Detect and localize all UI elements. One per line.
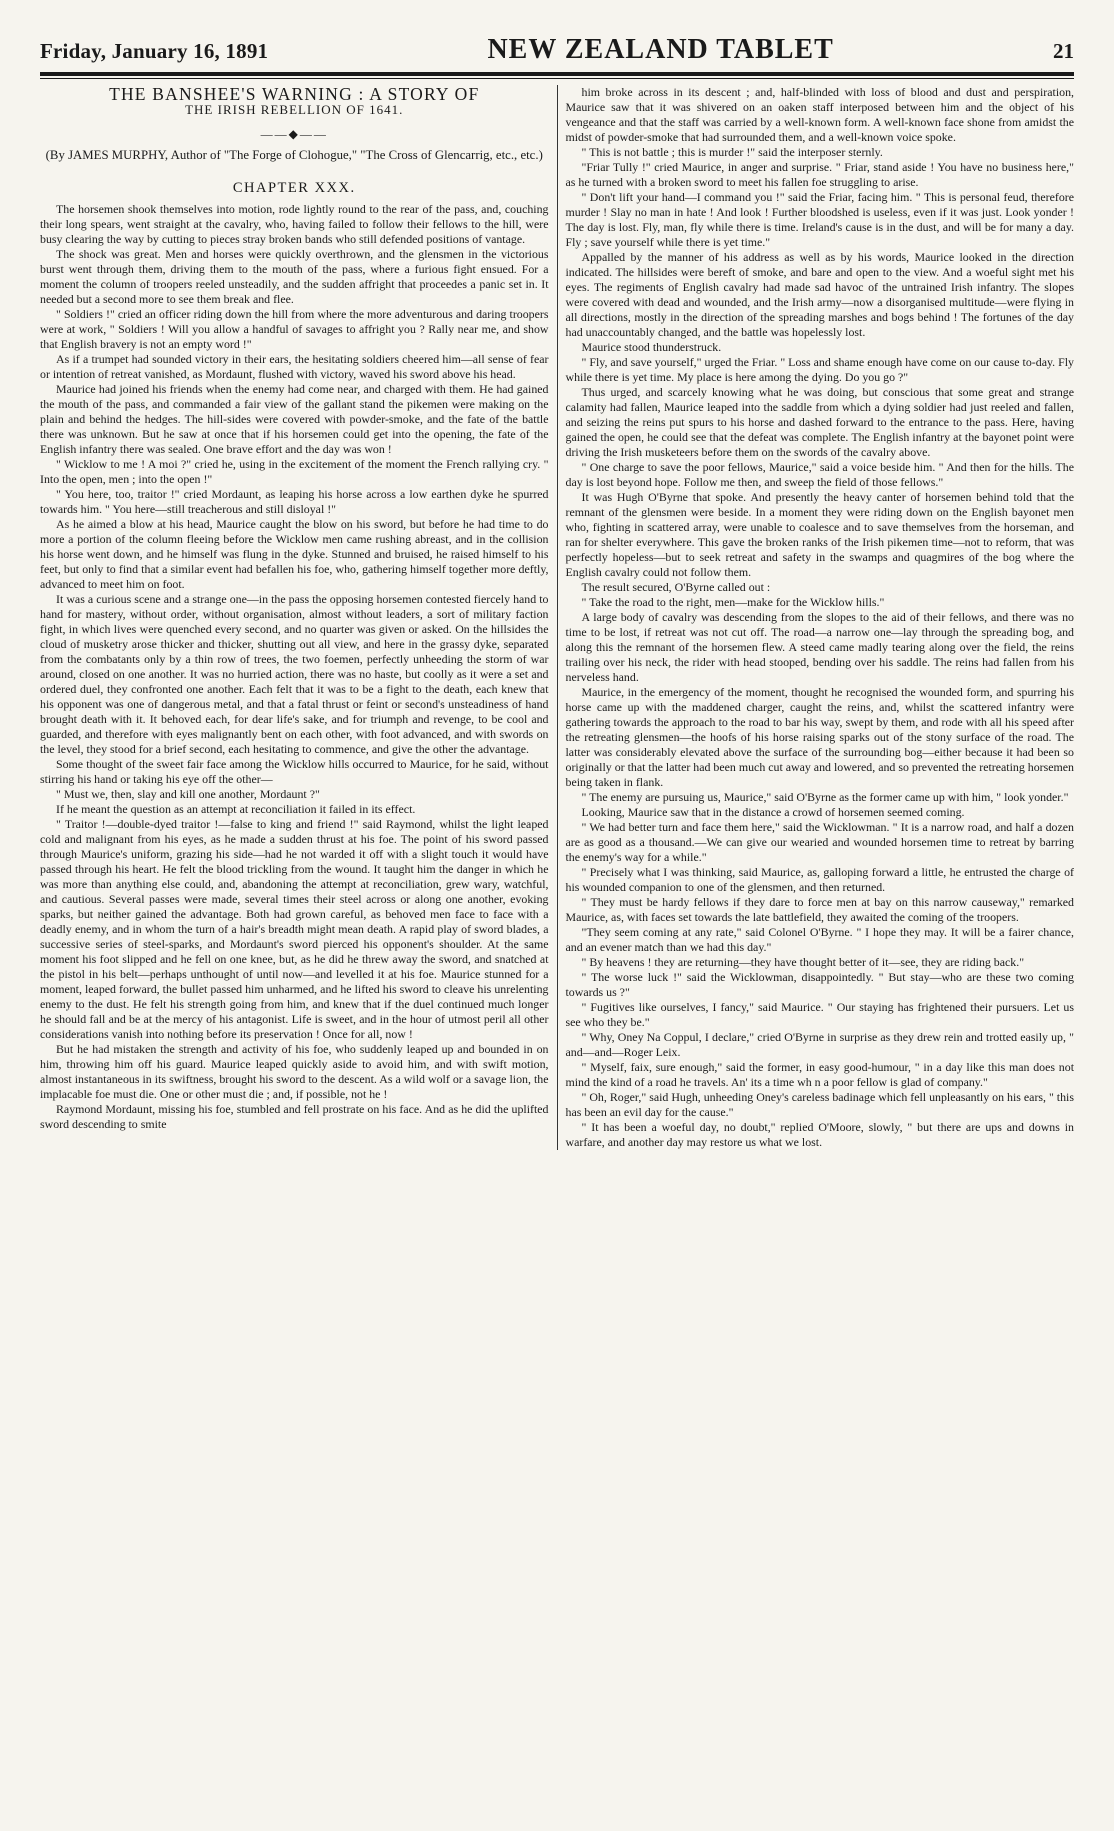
article-paragraph: " Wicklow to me ! A moi ?" cried he, using in the excitement of the moment the French rallying cry. " Into the open, men ; into the open !" [40, 457, 549, 486]
article-paragraph: " One charge to save the poor fellows, Maurice," said a voice beside him. " And then for the hills. The day is lost beyond hope. Follow me then, and sweep the field of those fellows." [565, 460, 1074, 489]
ornament-divider: ——◆—— [260, 127, 328, 141]
byline: (By JAMES MURPHY, Author of "The Forge of Clohogue," "The Cross of Glencarrig, etc., etc.) [45, 148, 543, 162]
article-paragraph: " We had better turn and face them here," said the Wicklowman. " It is a narrow road, and half a dozen are as good as a thousand.—We can give our wearied and wounded horsemen time to retreat by barring the enemy's way for a while." [565, 820, 1074, 864]
article-paragraph: " Why, Oney Na Coppul, I declare," cried O'Byrne in surprise as they drew rein and trotted easily up, " and—and—Roger Leix. [565, 1030, 1074, 1059]
article-paragraph: The result secured, O'Byrne called out : [581, 580, 771, 594]
article-paragraph: As if a trumpet had sounded victory in their ears, the hesitating soldiers cheered him—all sense of fear or intention of retreat vanished, as Mordaunt, flushed with victory, waved his sword above his head. [40, 352, 549, 381]
article-paragraph: Maurice, in the emergency of the moment, thought he recognised the wounded form, and spurring his horse came up with the maddened charger, caught the reins, and, whilst the scattered infantry were gathering towards the approach to the road to bar his way, swept by them, and rode with all his speed after the retreating glensmen—the hoofs of his horse raising sparks out of the stony surface of the road. The latter was considerably elevated above the surface of the surrounding bog—either because it had been so originally or that the latter had been much cut away and lowered, and so prevented the retreating horsemen being taken in flank. [565, 685, 1074, 789]
article-paragraph: " Don't lift your hand—I command you !" said the Friar, facing him. " This is personal feud, therefore murder ! Slay no man in hate ! And look ! Further bloodshed is useless, even if it was just. Look yonder ! The day is lost. Fly, man, fly while there is time. Ireland's cause is in the dust, and will be for many a day. Fly ; save yourself while there is yet time." [565, 190, 1074, 249]
article-paragraph: " You here, too, traitor !" cried Mordaunt, as leaping his horse across a low earthen dyke he spurred towards him. " You here—still treacherous and still disloyal !" [40, 487, 549, 516]
article-paragraph: " Soldiers !" cried an officer riding down the hill from where the more adventurous and daring troopers were at work, " Soldiers ! Will you allow a handful of savages to affright you ? Rally near me, and show that English bravery is not an empty word !" [40, 307, 549, 351]
article-paragraph: But he had mistaken the strength and activity of his foe, who suddenly leaped up and bounded in on him, throwing him off his guard. Maurice leaped quickly aside to avoid him, and with swift motion, almost instantaneous in its swiftness, brought his sword to the descent. As a wild wolf or a savage lion, the implacable foe must die. One or other must die ; and, if possible, not he ! [40, 1042, 549, 1101]
article-subtitle: THE IRISH REBELLION OF 1641. [185, 102, 404, 117]
right-column [558, 85, 1075, 1150]
article-paragraph: " Must we, then, slay and kill one another, Mordaunt ?" [56, 787, 320, 801]
article-paragraph: The shock was great. Men and horses were quickly overthrown, and the glensmen in the victorious burst went through them, driving them to the mouth of the pass, where a furious fight ensued. For a moment the column of troopers reeled unsteadily, and the sudden affright that proceedes a panic set in. It needed but a second more to see them break and flee. [40, 247, 549, 306]
article-paragraph: "They seem coming at any rate," said Colonel O'Byrne. " I hope they may. It will be a fairer chance, and an evener match than we had this day." [565, 925, 1074, 954]
article-paragraph: " This is not battle ; this is murder !" said the interposer sternly. [581, 145, 883, 159]
article-paragraph: " Oh, Roger," said Hugh, unheeding Oney's careless badinage which fell unpleasantly on his ears, " this has been an evil day for the cause." [565, 1090, 1074, 1119]
article-paragraph: Appalled by the manner of his address as well as by his words, Maurice looked in the direction indicated. The hillsides were bereft of smoke, and bare and open to the view. And a woeful sight met his eyes. The regiments of English cavalry had made sad havoc of the untrained Irish infantry. The slopes were covered with dead and wounded, and the Irish army—now a disorganised multitude—were flying in all directions, mostly in the direction of the spreading marshes and bogs behind ! The fortunes of the day had unaccountably changed, and the battle was hopelessly lost. [565, 250, 1074, 339]
article-title: THE BANSHEE'S WARNING : A STORY OF [109, 85, 480, 104]
article-paragraph: "Friar Tully !" cried Maurice, in anger and surprise. " Friar, stand aside ! You have no business here," as he turned with a broken sword to meet his fallen foe struggling to arise. [565, 160, 1074, 189]
article-paragraph: Thus urged, and scarcely knowing what he was doing, but conscious that some great and strange calamity had fallen, Maurice leaped into the saddle from which a dying soldier had just reeled and fallen, and seizing the reins put spurs to his horse and dashed forward to the entrance to the pass. Here, having gained the open, he could see that the defeat was complete. The English infantry at the bayonet point were driving the Irish musketeers before them on the swords of the cavalry above. [565, 385, 1074, 459]
article-paragraph: " They must be hardy fellows if they dare to force men at bay on this narrow causeway," remarked Maurice, as, with faces set towards the late battlefield, they awaited the coming of the troopers. [565, 895, 1074, 924]
article-paragraph: " Take the road to the right, men—make for the Wicklow hills." [581, 595, 885, 609]
article-paragraph: The horsemen shook themselves into motion, rode lightly round to the rear of the pass, and, couching their long spears, went straight at the cavalry, who, having failed to follow their fellows to the hill, were busy clearing the way by cutting to pieces stray broken bands who still defended positions of vantage. [40, 202, 549, 246]
article-paragraph: " The worse luck !" said the Wicklowman, disappointedly. " But stay—who are these two coming towards us ?" [565, 970, 1074, 999]
left-column [40, 85, 558, 1150]
article-paragraph: " By heavens ! they are returning—they have thought better of it—see, they are riding back." [581, 955, 1025, 969]
masthead-rule-thick [40, 72, 1074, 76]
left-column-body [40, 202, 549, 1132]
article-paragraph: Raymond Mordaunt, missing his foe, stumbled and fell prostrate on his face. And as he did the uplifted sword descending to smite [40, 1102, 549, 1131]
newspaper-title: NEW ZEALAND TABLET [487, 34, 834, 65]
article-paragraph: " It has been a woeful day, no doubt," replied O'Moore, slowly, " but there are ups and downs in warfare, and another day may restore us what we lost. [565, 1120, 1074, 1149]
page-number: 21 [1053, 39, 1074, 63]
article-paragraph: A large body of cavalry was descending from the slopes to the aid of their fellows, and there was no time to be lost, if retreat was not cut off. The road—a narrow one—lay through the spreading bog, and along this the remnant of the horsemen flew. A steed came madly tearing along over the field, the reins trailing over his neck, the rider with head stooped, bending over his saddle. The reins had fallen from his nerveless hand. [565, 610, 1074, 684]
article-paragraph: If he meant the question as an attempt at reconciliation it failed in its effect. [56, 802, 416, 816]
issue-date: Friday, January 16, 1891 [40, 39, 269, 63]
article-paragraph: " Traitor !—double-dyed traitor !—false to king and friend !" said Raymond, whilst the light leaped cold and malignant from his eyes, as he made a sudden thrust at his foe. The point of his sword passed through Maurice's uniform, grazing his side—had he not warded it off with a slight touch it would have passed through his heart. He felt the blood trickling from the wound. It taught him the danger in which he was more than anything else could, and, abandoning the attempt at reconciliation, grew wary, watchful, and cautious. Several passes were made, several times their steel across or along one another, evoking sparks, but neither gained the advantage. Both had grown careful, as behoved men face to face with a deadly enemy, and in whom the turn of a hair's breadth might mean death. A rapid play of sword blades, a successive series of steel-sparks, and Mordaunt's sword pierced his opponent's shoulder. At the same moment his foot slipped and he fell on one knee, but, as he did he threw away the sword, and snatched at the pistol in his belt—perhaps unthought of until now—and levelled it at his foe. Maurice stunned for a moment, leaped forward, the bullet passed him unharmed, and he lifted his sword to cleave his unrelenting enemy to the dust. He felt his strength going from him, and knew that if the duel continued much longer he should fall and be at the mercy of his antagonist. Life is sweet, and in the hour of utmost peril all other considerations vanish into nothing before its preservation ! Once for all, now ! [40, 817, 549, 1041]
article-paragraph: As he aimed a blow at his head, Maurice caught the blow on his sword, but before he had time to do more a portion of the column fleeing before the Wicklow men came rushing abreast, and in the collision his horse went down, and he himself was flung in the dyke. Stunned and bruised, he raised himself to his feet, but only to find that a similar event had befallen his foe, who, gathering himself together more deftly, advanced to meet him on foot. [40, 517, 549, 591]
article-columns [40, 85, 1074, 1150]
article-paragraph: " Myself, faix, sure enough," said the former, in easy good-humour, " in a day like this man does not mind the kind of a road he travels. An' its a time wh n a poor fellow is glad of company." [565, 1060, 1074, 1089]
article-paragraph: It was a curious scene and a strange one—in the pass the opposing horsemen contested fiercely hand to hand for mastery, without order, without organisation, almost without leaders, a sort of military faction fight, in which lives were quenched every second, and no quarter was given or asked. On the hillsides the cloud of musketry arose thicker and thicker, shutting out all view, and here in the grassy dyke, separated from the combatants only by a thin row of trees, the two foemen, perfectly unheeding the storm of war around, closed on one another. It was no hurried action, there was no haste, but coolly as it were a set and ordered duel, they confronted one another. Each felt that it was to be a fight to the death, each knew that his opponent was one of dangerous metal, and that a fatal thrust or feint or second's unsteadiness of hand brought death with it. It behoved each, for dear life's sake, and for triumph and revenge, to be cool and guarded, and therefore with eyes malignantly bent on each other, with foot advanced, and with swords on the level, they stood for a brief second, each hesitating to commence, and give the other the advantage. [40, 592, 549, 756]
article-paragraph: " Precisely what I was thinking, said Maurice, as, galloping forward a little, he entrusted the charge of his wounded companion to one of the glensmen, and then returned. [565, 865, 1074, 894]
masthead [40, 34, 1074, 70]
chapter-heading: CHAPTER XXX. [232, 180, 356, 196]
article-paragraph: Looking, Maurice saw that in the distance a crowd of horsemen seemed coming. [581, 805, 965, 819]
right-column-body [566, 85, 1075, 1150]
article-paragraph: Maurice stood thunderstruck. [581, 340, 722, 354]
article-paragraph: " Fly, and save yourself," urged the Friar. " Loss and shame enough have come on our cause to-day. Fly while there is yet time. My place is here among the dying. Do you go ?" [565, 355, 1074, 384]
article-paragraph: It was Hugh O'Byrne that spoke. And presently the heavy canter of horsemen behind told that the remnant of the glensmen were beside. In a moment they were riding down on the English bayonet men who, fighting in scattered array, were unable to coalesce and to save themselves from the horseman, and ran for shelter everywhere. This gave the broken ranks of the Irish pikemen time—not to reform, that was perfectly hopeless—but to seek retreat and safety in the swamps and quagmires of the bog where the English cavalry could not follow them. [565, 490, 1074, 579]
article-paragraph: Maurice had joined his friends when the enemy had come near, and charged with them. He had gained the mouth of the pass, and commanded a fair view of the gallant stand the pikemen were making on the plain and behind the hedges. The hill-sides were covered with powder-smoke, and the fate of the battle there was unknown. But he saw at once that if his horsemen could get into the opening, the fate of the English infantry there was sealed. One brave effort and the day was won ! [40, 382, 549, 456]
article-paragraph: him broke across in its descent ; and, half-blinded with loss of blood and dust and perspiration, Maurice saw that it was shivered on an oaken staff interposed between him and the object of his vengeance and that the staff was carried by a well-known form. A well-known face shone from amidst the midst of powder-smoke that had surrounded them, and a well-known voice spoke. [565, 85, 1074, 144]
article-paragraph: Some thought of the sweet fair face among the Wicklow hills occurred to Maurice, for he said, without stirring his hand or taking his eye off the other— [40, 757, 549, 786]
article-paragraph: " The enemy are pursuing us, Maurice," said O'Byrne as the former came up with him, " look yonder." [581, 790, 1069, 804]
masthead-rule-thin [40, 78, 1074, 79]
article-paragraph: " Fugitives like ourselves, I fancy," said Maurice. " Our staying has frightened their pursuers. Let us see who they be." [565, 1000, 1074, 1029]
